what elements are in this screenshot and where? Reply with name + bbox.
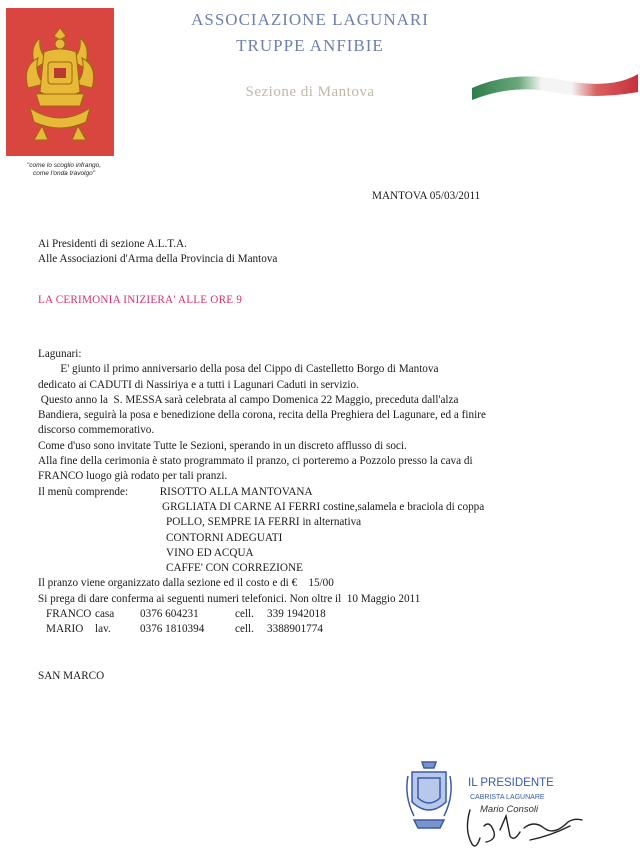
contact-mobile-label: cell. xyxy=(235,623,254,636)
price-line: Il pranzo viene organizzato dalla sezione ed il costo e di € 15/00 xyxy=(38,577,334,590)
section-name: Sezione di Mantova xyxy=(245,84,375,100)
contact-type: casa xyxy=(95,608,115,621)
contact-type: lav. xyxy=(95,623,111,636)
paragraph-line: Alla fine della cerimonia è stato programmato il pranzo, ci porteremo a Pozzolo presso la cava di xyxy=(38,455,473,468)
contacts-table xyxy=(38,607,608,638)
contact-phone: 0376 1810394 xyxy=(140,623,205,636)
motto-line-2: come l'onda travolgo" xyxy=(32,170,96,177)
italian-flag-banner xyxy=(472,70,638,100)
closing: SAN MARCO xyxy=(38,670,105,682)
menu-item: CONTORNI ADEGUATI xyxy=(166,531,283,544)
menu-item: RISOTTO ALLA MANTOVANA xyxy=(159,485,313,498)
paragraph-line: Questo anno la S. MESSA sarà celebrata al campo Domenica 22 Maggio, preceduta dall'alza xyxy=(38,393,459,406)
recipient-line-2: Alle Associazioni d'Arma della Provincia di Mantova xyxy=(38,253,278,265)
signature-org: CABRISTA LAGUNARE xyxy=(470,794,545,801)
paragraph-line: dedicato ai CADUTI di Nassiriya e a tutti i Lagunari Caduti in servizio. xyxy=(38,378,359,391)
contact-mobile: 3388901774 xyxy=(267,623,323,636)
ceremony-notice: LA CERIMONIA INIZIERA' ALLE ORE 9 xyxy=(38,294,243,306)
association-name: ASSOCIAZIONE LAGUNARI xyxy=(191,10,429,29)
contact-name: MARIO xyxy=(46,623,84,636)
contact-mobile-label: cell. xyxy=(235,608,254,621)
handwritten-signature xyxy=(440,800,590,855)
greeting: Lagunari: xyxy=(38,348,82,360)
motto xyxy=(4,162,124,178)
menu-item: VINO ED ACQUA xyxy=(166,546,254,559)
paragraph-line: FRANCO luogo già rodato per tali pranzi. xyxy=(38,470,228,483)
association-emblem xyxy=(6,8,114,156)
contact-mobile: 339 1942018 xyxy=(267,608,326,621)
menu-intro-row xyxy=(38,485,608,500)
recipient-line-1: Ai Presidenti di sezione A.L.T.A. xyxy=(38,238,187,250)
paragraph-line: E' giunto il primo anniversario della posa del Cippo di Castelletto Borgo di Mantova xyxy=(38,363,439,376)
contact-phone: 0376 604231 xyxy=(140,608,199,621)
paragraph-line: Bandiera, seguirà la posa e benedizione della corona, recita della Preghiera del Lagunare, ed a finire xyxy=(38,409,486,422)
signature-name: Mario Consoli xyxy=(480,804,539,815)
contact-row xyxy=(38,622,608,637)
signature-title: IL PRESIDENTE xyxy=(468,777,554,789)
place-date: MANTOVA 05/03/2011 xyxy=(372,190,481,202)
confirm-line: Si prega di dare conferma ai seguenti numeri telefonici. Non oltre il 10 Maggio 2011 xyxy=(38,592,421,605)
menu-item: GRGLIATA DI CARNE AI FERRI costine,salamela e braciola di coppa xyxy=(162,500,485,513)
paragraph-line: discorso commemorativo. xyxy=(38,424,155,437)
menu-item: CAFFE' CON CORREZIONE xyxy=(166,562,303,575)
menu-item: POLLO, SEMPRE IA FERRI in alternativa xyxy=(166,516,362,529)
motto-line-1: "come lo scoglio infrango, xyxy=(26,162,102,169)
letter-body xyxy=(38,347,608,638)
association-subtitle: TRUPPE ANFIBIE xyxy=(236,36,384,55)
menu-intro: Il menù comprende: xyxy=(38,485,129,498)
paragraph-line: Come d'uso sono invitate Tutte le Sezioni, sperando in un discreto afflusso di soci. xyxy=(38,439,407,452)
contact-row xyxy=(38,607,608,622)
contact-name: FRANCO xyxy=(46,608,92,621)
lion-crest-icon xyxy=(6,8,114,156)
